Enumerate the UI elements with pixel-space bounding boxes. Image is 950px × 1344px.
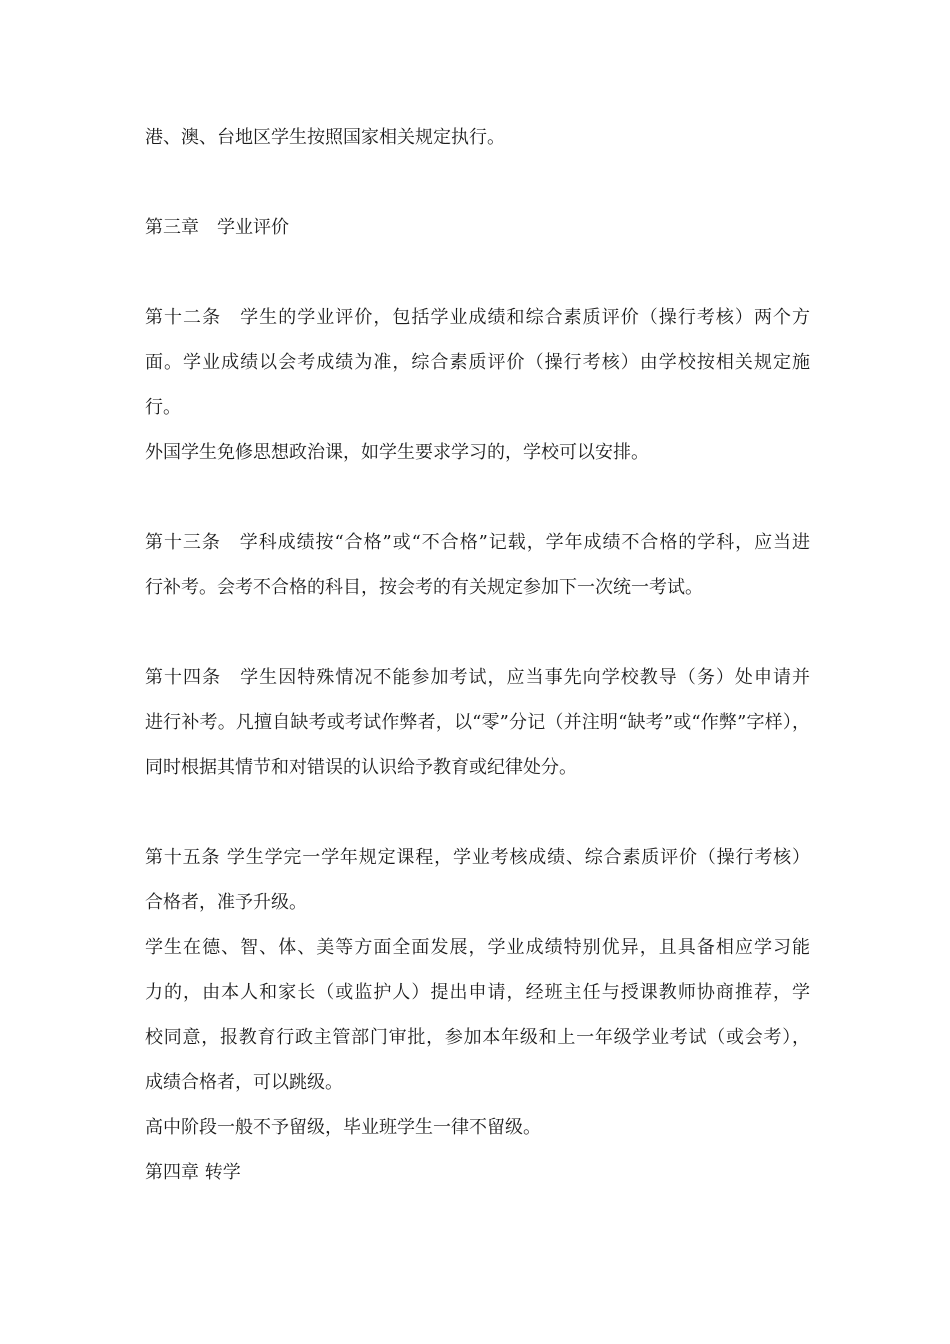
- article-15-line-6: 成绩合格者，可以跳级。: [145, 1072, 343, 1093]
- article-12-line-2: 面。学业成绩以会考成绩为准，综合素质评价（操行考核）由学校按相关规定施: [145, 352, 810, 373]
- article-15-line-3: 学生在德、智、体、美等方面全面发展，学业成绩特别优异，且具备相应学习能: [145, 937, 810, 958]
- chapter-heading: 第四章 转学: [145, 1162, 241, 1183]
- article-14-line-2: 进行补考。凡擅自缺考或考试作弊者，以“零”分记（并注明“缺考”或“作弊”字样），: [145, 712, 810, 733]
- article-12-line-4: 外国学生免修思想政治课，如学生要求学习的，学校可以安排。: [145, 442, 649, 463]
- article-15-line-5: 校同意，报教育行政主管部门审批，参加本年级和上一年级学业考试（或会考），: [145, 1027, 810, 1048]
- article-13-line-1: 第十三条 学科成绩按“合格”或“不合格”记载，学年成绩不合格的学科，应当进: [145, 532, 810, 553]
- article-12-line-3: 行。: [145, 397, 181, 418]
- article-13-line-2: 行补考。会考不合格的科目，按会考的有关规定参加下一次统一考试。: [145, 577, 703, 598]
- article-14-line-1: 第十四条 学生因特殊情况不能参加考试，应当事先向学校教导（务）处申请并: [145, 667, 810, 688]
- article-12-line-1: 第十二条 学生的学业评价，包括学业成绩和综合素质评价（操行考核）两个方: [145, 307, 810, 328]
- article-14-line-3: 同时根据其情节和对错误的认识给予教育或纪律处分。: [145, 757, 577, 778]
- article-15-line-1: 第十五条 学生学完一学年规定课程，学业考核成绩、综合素质评价（操行考核）: [145, 847, 810, 868]
- article-15-line-2: 合格者，准予升级。: [145, 892, 307, 913]
- article-15-line-7: 高中阶段一般不予留级，毕业班学生一律不留级。: [145, 1117, 541, 1138]
- chapter-heading: 第三章 学业评价: [145, 217, 289, 238]
- paragraph-line: 港、澳、台地区学生按照国家相关规定执行。: [145, 127, 505, 148]
- article-15-line-4: 力的，由本人和家长（或监护人）提出申请，经班主任与授课教师协商推荐，学: [145, 982, 810, 1003]
